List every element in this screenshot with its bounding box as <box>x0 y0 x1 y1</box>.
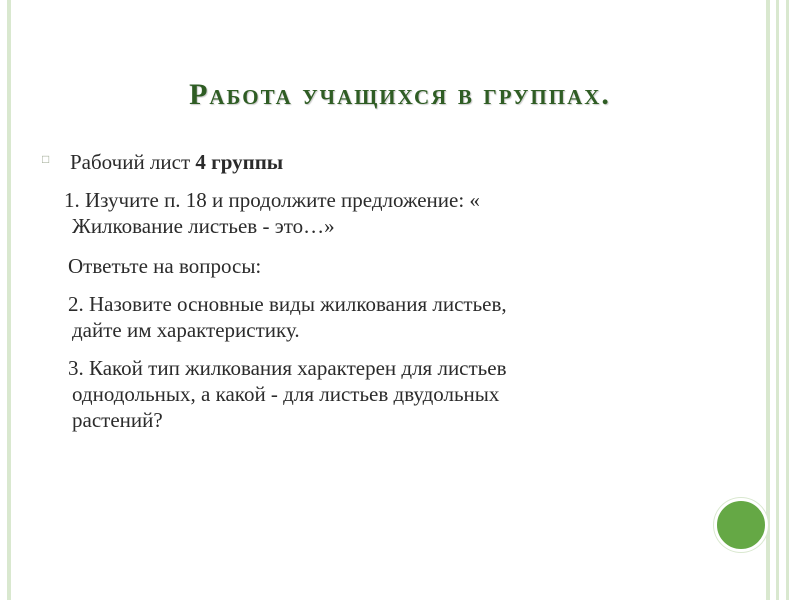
bullet-text-bold: 4 группы <box>195 150 284 174</box>
task-item-1 <box>42 187 722 239</box>
task-item-2 <box>42 291 722 343</box>
task-heading <box>42 253 722 279</box>
slide-title: Работа учащихся в группах. <box>189 78 611 111</box>
task-item-3 <box>42 355 722 433</box>
bullet-text-prefix: Рабочий лист <box>70 150 196 174</box>
task-2-line-1: 2. Назовите основные виды жилкования листьев, <box>68 292 507 316</box>
task-3-line-3: растений? <box>72 408 163 432</box>
slide-content <box>42 145 722 433</box>
right-border-line <box>786 0 789 600</box>
bullet-icon: □ <box>42 152 50 166</box>
task-1-line-2: Жилкование листьев - это…» <box>72 214 335 238</box>
bullet-item <box>42 145 722 179</box>
left-border-line <box>7 0 11 600</box>
task-2-line-2: дайте им характеристику. <box>72 318 300 342</box>
task-3-line-2: однодольных, а какой - для листьев двудольных <box>72 382 500 406</box>
decorative-circle-icon <box>714 498 768 552</box>
questions-heading: Ответьте на вопросы: <box>68 254 262 278</box>
right-border-line <box>766 0 770 600</box>
task-3-line-1: 3. Какой тип жилкования характерен для листьев <box>68 356 507 380</box>
right-border-line <box>776 0 779 600</box>
task-1-line-1: 1. Изучите п. 18 и продолжите предложение: « <box>64 188 480 212</box>
